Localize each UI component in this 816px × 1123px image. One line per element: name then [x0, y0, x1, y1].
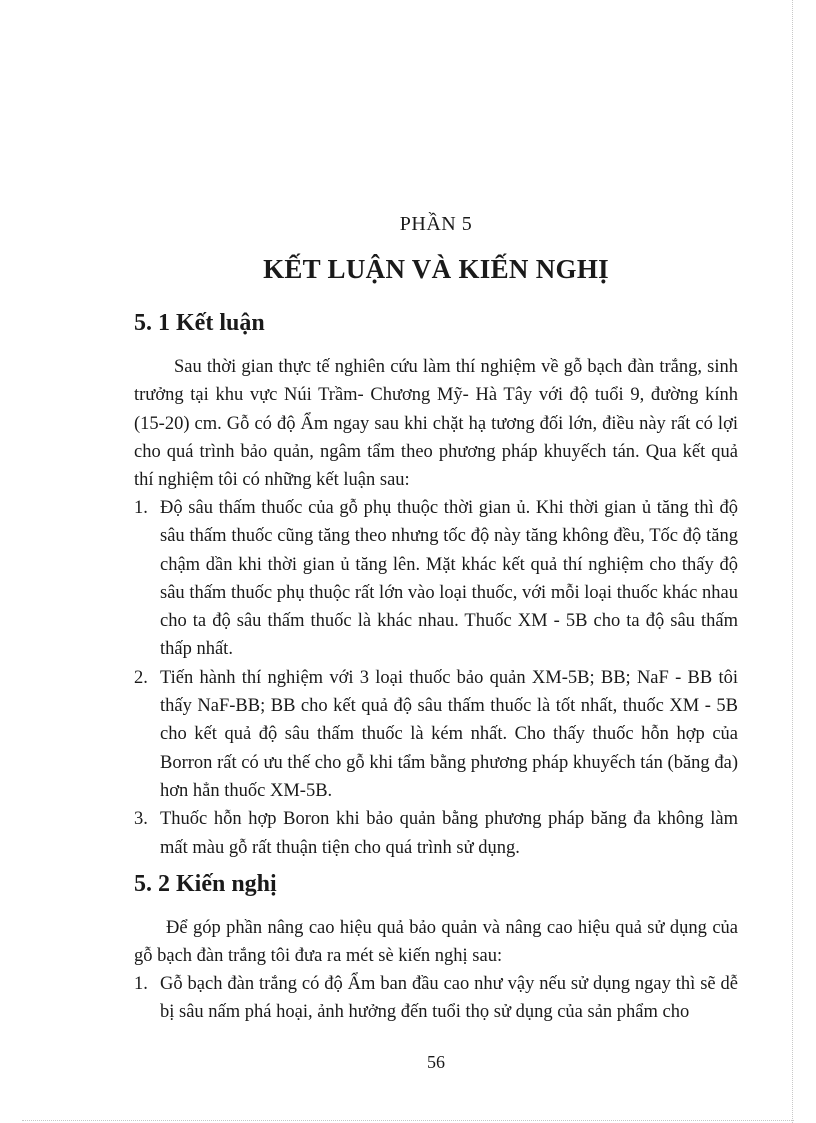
conclusion-list — [134, 494, 738, 862]
recommendations-list — [134, 970, 738, 1027]
right-dotted-border — [792, 0, 793, 1123]
bottom-dotted-border — [22, 1120, 794, 1121]
list-item-number: 1. — [134, 974, 148, 994]
section-heading-recommendations: 5. 2 Kiến nghị — [134, 871, 277, 897]
chapter-title: KẾT LUẬN VÀ KIẾN NGHỊ — [263, 254, 609, 284]
list-item-number: 2. — [134, 667, 148, 688]
page-number: 56 — [427, 1052, 445, 1072]
section-heading-conclusion: 5. 1 Kết luận — [134, 310, 265, 336]
list-item-text: Độ sâu thấm thuốc của gỗ phụ thuộc thời gian ủ. Khi thời gian ủ tăng thì độ sâu thấm thuốc cũng tăng theo nhưng tốc độ này tăng không đều, Tốc độ tăng chậm dần khi thời gian ủ tăng lên. Mặt khác kết quả thí nghiệm cho thấy độ sâu thấm thuốc phụ thuộc rất lớn vào loại thuốc, với mỗi loại thuốc khác nhau cho ta độ sâu thấm thuốc là khác nhau. Thuốc XM - 5B cho ta độ sâu thấm thấp nhất. — [160, 498, 738, 660]
list-item-number: 1. — [134, 498, 148, 518]
recommendations-intro-paragraph: Để góp phần nâng cao hiệu quả bảo quản và nâng cao hiệu quả sử dụng của gỗ bạch đàn trắng tôi đưa ra mét sè kiến nghị sau: — [134, 918, 738, 967]
list-item — [134, 664, 738, 805]
part-label: PHẦN 5 — [399, 213, 473, 235]
list-item — [134, 494, 738, 664]
list-item-number: 3. — [134, 809, 148, 830]
list-item-text: Thuốc hỗn hợp Boron khi bảo quản bằng phương pháp băng đa không làm mất màu gỗ rất thuận tiện cho quá trình sử dụng. — [160, 809, 738, 858]
list-item — [134, 970, 738, 1027]
list-item-text: Gỗ bạch đàn trắng có độ Ẩm ban đầu cao như vậy nếu sử dụng ngay thì sẽ dễ bị sâu nấm phá hoại, ảnh hưởng đến tuổi thọ sử dụng của sản phẩm cho — [160, 974, 738, 1023]
conclusion-intro-paragraph: Sau thời gian thực tế nghiên cứu làm thí nghiệm về gỗ bạch đàn trắng, sinh trưởng tại khu vực Núi Trầm- Chương Mỹ- Hà Tây với độ tuổi 9, đường kính (15-20) cm. Gỗ có độ Ẩm ngay sau khi chặt hạ tương đối lớn, điều này rất có lợi cho quá trình bảo quản, ngâm tẩm theo phương pháp khuyếch tán. Qua kết quả thí nghiệm tôi có những kết luận sau: — [134, 357, 738, 491]
list-item-text: Tiến hành thí nghiệm với 3 loại thuốc bảo quản XM-5B; BB; NaF - BB tôi thấy NaF-BB; BB cho kết quả độ sâu thấm thuốc là tốt nhất, thuốc XM - 5B cho kết quả độ sâu thấm thuốc là kém nhất. Cho thấy thuốc hỗn hợp của Borron rất có ưu thế cho gỗ khi tẩm bằng phương pháp khuyếch tán (băng đa) hơn hẳn thuốc XM-5B. — [160, 667, 738, 801]
list-item — [134, 805, 738, 862]
